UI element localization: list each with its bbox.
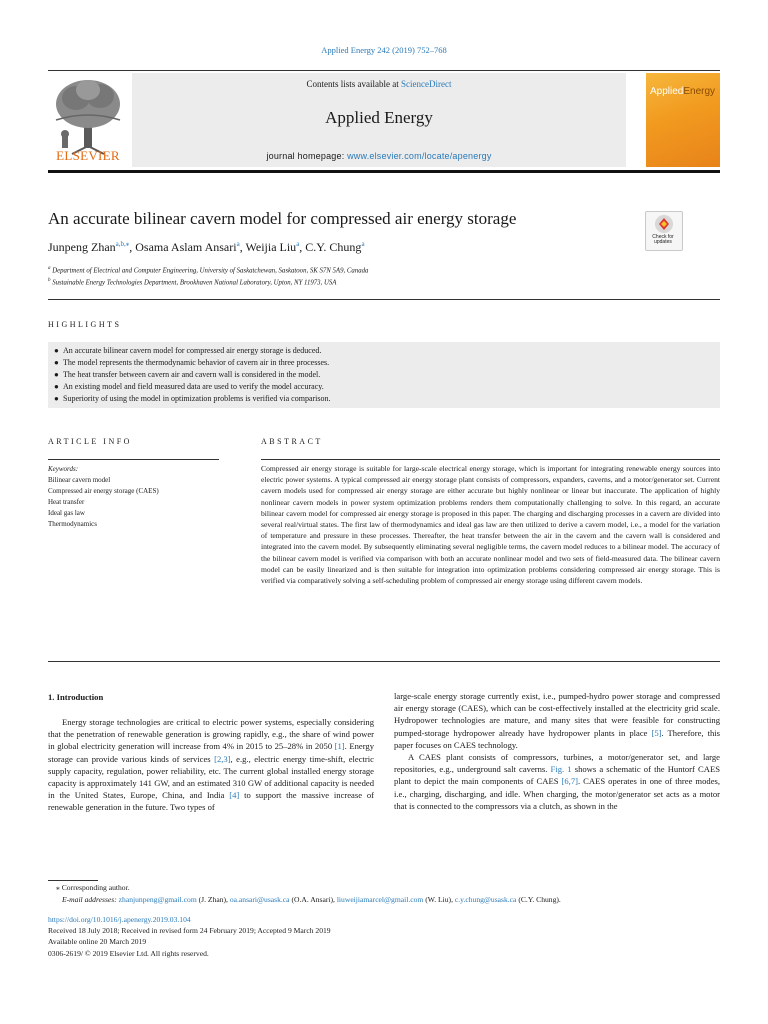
article-info-rule: [48, 459, 219, 460]
journal-citation-link[interactable]: Applied Energy 242 (2019) 752–768: [321, 45, 447, 55]
homepage-prefix: journal homepage:: [266, 151, 348, 161]
affiliation-mark: b: [48, 278, 51, 283]
highlight-text: An existing model and field measured data are used to verify the model accuracy.: [63, 382, 324, 391]
journal-name: Applied Energy: [325, 108, 433, 127]
paragraph: [394, 690, 720, 751]
reference-link[interactable]: [5]: [651, 727, 662, 738]
affiliation-text: Department of Electrical and Computer Engineering, University of Saskatchewan, Saskatoon, SK S7N 5A9, Canada: [52, 267, 369, 275]
divider: [48, 661, 720, 662]
paragraph-text: large-scale energy storage currently exist, i.e., pumped-hydro power storage and compressed air energy storage (CAES), which can be cost-effectively installed at the electricity grid scale. Hydropower technologies are mature, and many sites that were feasible for constructing pumped-storage hydropower already have hydropower plants in place: [394, 691, 720, 738]
reference-link[interactable]: [1]: [334, 741, 345, 752]
section-heading-introduction: 1. Introduction: [48, 692, 104, 702]
journal-cover-title: [650, 86, 720, 97]
article-info-heading: ARTICLE INFO: [48, 437, 132, 446]
reference-link[interactable]: [2,3]: [214, 753, 231, 764]
keyword: Ideal gas law: [48, 509, 85, 517]
author-name[interactable]: Osama Aslam Ansari: [135, 240, 237, 254]
paragraph-text: . Energy storage can provide various kinds of services: [48, 741, 374, 764]
author-name[interactable]: Junpeng Zhan: [48, 240, 116, 254]
highlight-text: Superiority of using the model in optimization problems is verified via comparison.: [63, 394, 331, 403]
paragraph-text: . CAES operates in one of three modes, i.e., charging, discharging, and idle. When charging, the motor/generator set acts as a motor that is connected to the compressors via a clutch, as shown in the: [394, 776, 721, 811]
reference-link[interactable]: [4]: [229, 790, 240, 801]
highlights-heading: HIGHLIGHTS: [48, 320, 122, 329]
paragraph-text: Energy storage technologies are critical to electric power systems, especially considering that the penetration of renewable generation is growing rapidly, e.g., the share of wind power in global electricity generation will increase from 4% in 2015 to 25–28% in 2050: [48, 717, 374, 752]
email-link[interactable]: oa.ansari@usask.ca: [229, 895, 290, 904]
header-bottom-rule: [48, 170, 720, 173]
author-list: Junpeng Zhan$^{a,b,⁎}$, Osama Aslam Ansari$^a$, Weijia Liu$^a$, C.Y. Chung$^a$: [48, 240, 365, 254]
keywords-label: Keywords:: [48, 465, 79, 473]
journal-citation[interactable]: [0, 45, 768, 55]
journal-homepage-link[interactable]: www.elsevier.com/locate/apenergy: [347, 151, 492, 161]
sciencedirect-link[interactable]: ScienceDirect: [401, 79, 452, 89]
divider: [48, 299, 720, 300]
keyword: Heat transfer: [48, 498, 85, 506]
affiliation: [48, 278, 668, 286]
author-affiliation-mark[interactable]: a: [236, 240, 240, 248]
email-label: E-mail addresses:: [62, 895, 119, 904]
publisher-wordmark: ELSEVIER: [56, 148, 120, 163]
highlight-text: The model represents the thermodynamic behavior of cavern air in three processes.: [63, 358, 330, 367]
publication-info: [48, 914, 548, 959]
email-owner: (J. Zhan),: [196, 895, 230, 904]
keyword: Bilinear cavern model: [48, 476, 111, 484]
body-column-right: [394, 690, 720, 812]
highlight-item: ● Superiority of using the model in optimization problems is verified via comparison.: [54, 394, 331, 403]
contents-prefix: Contents lists available at: [306, 79, 401, 89]
highlight-text: An accurate bilinear cavern model for compressed air energy storage is deduced.: [63, 346, 322, 355]
email-link[interactable]: liuweijiamarcel@gmail.com: [336, 895, 424, 904]
corresponding-author-note: ⁎ Corresponding author.: [56, 883, 130, 892]
body-column-left: [48, 716, 374, 814]
email-link[interactable]: c.y.chung@usask.ca: [454, 895, 517, 904]
paragraph-text: A CAES plant consists of compressors, turbines, a motor/generator set, and large repositories, e.g., underground salt caverns.: [394, 752, 720, 775]
cover-title-word-2: Energy: [683, 86, 716, 97]
email-link[interactable]: zhanjunpeng@gmail.com: [118, 895, 197, 904]
email-owner: (C.Y. Chung).: [516, 895, 561, 904]
highlight-item: ● An accurate bilinear cavern model for compressed air energy storage is deduced.: [54, 346, 322, 355]
footnote-rule: [48, 880, 98, 881]
keyword: Thermodynamics: [48, 520, 97, 528]
author-name[interactable]: C.Y. Chung: [305, 240, 362, 254]
paragraph-text: shows a schematic of the Huntorf CAES plant to depict the main components of CAES: [394, 764, 721, 787]
header-top-rule: [48, 70, 720, 71]
author-name[interactable]: Weijia Liu: [245, 240, 297, 254]
paragraph-text: to support the massive increase of renewable generation in the future. Two types of: [48, 790, 374, 813]
email-owner: (O.A. Ansari),: [289, 895, 337, 904]
copyright-line: 0306-2619/ © 2019 Elsevier Ltd. All rights reserved.: [48, 948, 209, 958]
journal-homepage-line: [132, 151, 626, 161]
contents-lists-line: [132, 79, 626, 89]
affiliation-text: Sustainable Energy Technologies Department, Brookhaven National Laboratory, Upton, NY 11973, USA: [52, 279, 337, 287]
available-online-date: Available online 20 March 2019: [48, 937, 147, 947]
affiliation: [48, 266, 668, 274]
paragraph-text: . Therefore, this paper focuses on CAES technology.: [394, 727, 720, 750]
author-affiliation-mark[interactable]: a,b,⁎: [115, 240, 130, 248]
highlight-item: ● An existing model and field measured data are used to verify the model accuracy.: [54, 382, 324, 391]
highlight-item: ● The model represents the thermodynamic behavior of cavern air in three processes.: [54, 358, 330, 367]
highlight-text: The heat transfer between cavern air and cavern wall is considered in the model.: [63, 370, 321, 379]
paragraph: [48, 716, 374, 814]
email-addresses-line: [62, 894, 742, 905]
received-dates: Received 18 July 2018; Received in revised form 24 February 2019; Accepted 9 March 2019: [48, 926, 331, 936]
abstract-rule: [261, 459, 720, 460]
doi-link[interactable]: https://doi.org/10.1016/j.apenergy.2019.03.104: [48, 915, 191, 924]
keyword: Compressed air energy storage (CAES): [48, 487, 159, 495]
abstract-text: Compressed air energy storage is suitable for large-scale electrical energy storage, which is important for integrating renewable energy sources into electric power systems. A typical compressed air energy storage plant consists of compressors, expanders, caverns, and a motor/generator set. Current cavern models used for compressed air energy storage are either accurate but highly nonlinear or linear but inaccurate. The application of highly nonlinear cavern models in power system optimization problems renders them computationally challenging to solve. In this regard, an accurate bilinear cavern model for compressed air energy storage is proposed in this paper. The charging and discharging processes in a cavern are divided into several real/virtual states. The first law of thermodynamics and ideal gas law are then utilized to derive a cavern model, i.e., a model for the variation of temperature and pressure in these processes. Thereafter, the heat transfer between the air in the cavern and the cavern wall is considered and integrated into the cavern model. By subsequently eliminating several negligible terms, the cavern model reduces to a bilinear model. The accuracy of the bilinear cavern model is verified via comparison with both an accurate nonlinear model and two sets of field-measured data. The bilinear cavern model can be easily linearized and is then suitable for integration into optimization problems considering compressed air energy storage. This is verified via comparatively solving a self-scheduling problem of compressed air energy storage using different cavern models.: [261, 464, 720, 586]
article-title: An accurate bilinear cavern model for compressed air energy storage: [48, 209, 517, 228]
paragraph: [394, 751, 720, 812]
crossmark-label: Check for updates: [652, 234, 674, 245]
figure-link[interactable]: Fig. 1: [550, 764, 572, 775]
author-affiliation-mark[interactable]: a: [361, 240, 365, 248]
email-owner: (W. Liu),: [423, 895, 455, 904]
abstract-heading: ABSTRACT: [261, 437, 323, 446]
author-affiliation-mark[interactable]: a: [296, 240, 300, 248]
highlight-item: ● The heat transfer between cavern air and cavern wall is considered in the model.: [54, 370, 321, 379]
paragraph-text: , e.g., electric energy time-shift, electric supply capacity, regulation, power reliability, etc. The current global installed energy storage capacity is approximately 141 GW, and an estimated 310 GW of additional capacity is needed in the United States, Europe, China, and India: [48, 753, 374, 801]
cover-title-word-1: Applied: [650, 86, 684, 97]
crossmark-badge[interactable]: [645, 211, 683, 251]
affiliation-mark: a: [48, 266, 51, 271]
reference-link[interactable]: [6,7]: [561, 776, 578, 787]
